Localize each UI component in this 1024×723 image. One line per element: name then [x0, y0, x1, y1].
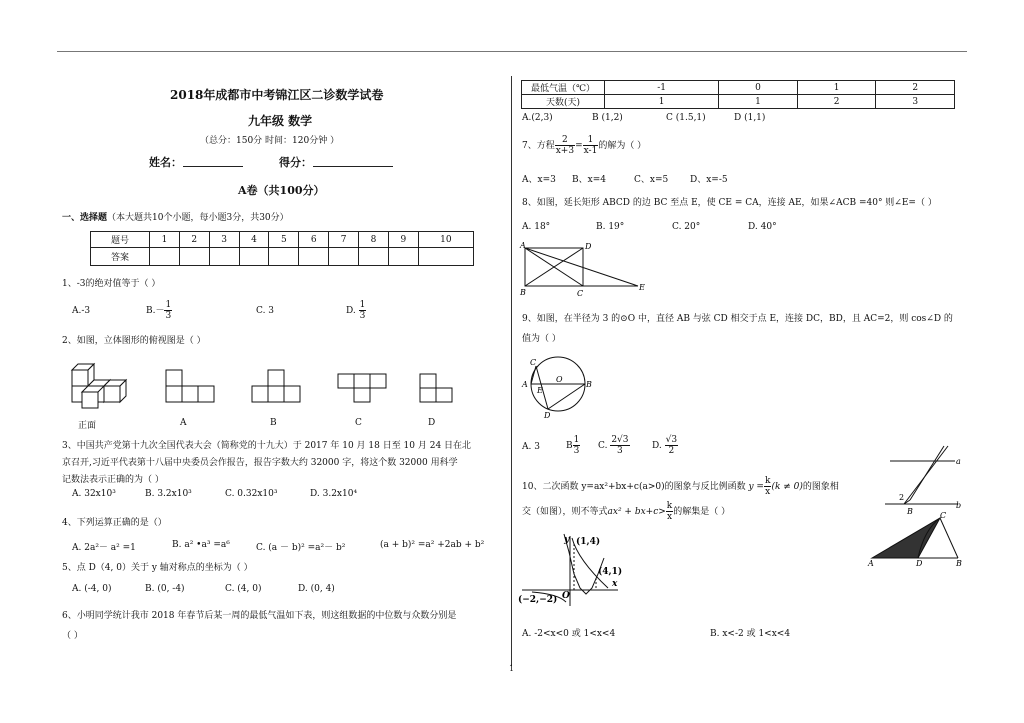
- section1-note: （本大题共10个小题，每小题3分，共30分）: [107, 213, 289, 223]
- q-number: 10: [418, 232, 473, 248]
- q2-figures: [60, 352, 510, 418]
- q-number: 2: [179, 232, 209, 248]
- answer-cell[interactable]: [209, 248, 239, 266]
- option-c-view: [338, 374, 386, 402]
- point-label: B: [520, 288, 526, 297]
- temp-cell: 0: [719, 81, 798, 95]
- line-label: b: [956, 501, 962, 510]
- answer-cell[interactable]: [329, 248, 359, 266]
- axis-label: x: [612, 579, 618, 589]
- q-number: 1: [150, 232, 180, 248]
- q-number: 8: [359, 232, 389, 248]
- numerator: 2: [555, 135, 575, 146]
- temp-cell: -1: [605, 81, 719, 95]
- temp-cell: 1: [797, 81, 876, 95]
- q7-fraction-2: [583, 135, 599, 156]
- q4-option-b: B. a² •a³ =a⁶: [172, 540, 230, 550]
- q10-y-equals: y =: [748, 482, 764, 492]
- temp-row-label: 最低气温（℃）: [522, 81, 605, 95]
- numerator: k: [764, 476, 771, 486]
- q8-option-b: B. 19°: [596, 222, 625, 232]
- exam-title: 2018年成都市中考锦江区二诊数学试卷: [170, 88, 384, 102]
- angle-label: 2: [899, 493, 905, 502]
- q-number: 9: [388, 232, 418, 248]
- denominator: x: [765, 487, 771, 497]
- q6-option-c: C (1.5,1): [666, 113, 706, 123]
- point-label: C: [577, 289, 584, 298]
- q6-option-b: B (1,2): [592, 113, 623, 123]
- answer-cell[interactable]: [150, 248, 180, 266]
- days-cell: 1: [719, 95, 798, 109]
- denominator: x+3: [555, 146, 575, 156]
- q2-label-b: B: [270, 418, 277, 428]
- shaded-triangle-figure: [866, 510, 966, 566]
- q3-option-a: A. 32x10³: [72, 489, 116, 499]
- q5-option-b: B. (0, -4): [145, 584, 185, 594]
- q6-line1: 6、小明同学统计我市 2018 年春节后某一周的最低气温如下表，则这组数据的中位数与众数分别是: [62, 611, 457, 621]
- q2-label-a: A: [180, 418, 187, 428]
- denominator: x: [666, 512, 673, 522]
- q10-line2: [522, 501, 730, 522]
- q6-option-d: D (1,1): [734, 113, 766, 123]
- q5-option-a: A. (-4, 0): [72, 584, 112, 594]
- denominator: 3: [165, 311, 172, 321]
- numerator: 1: [359, 300, 366, 310]
- q3-option-d: D. 3.2x10⁴: [310, 489, 358, 499]
- name-label: 姓名：: [149, 156, 182, 169]
- line-label: a: [956, 457, 961, 466]
- answer-cell[interactable]: [179, 248, 209, 266]
- q7-option-a: A、x=3: [522, 175, 556, 185]
- q10-line1-prefix: 10、二次函数 y=ax²+bx+c(a>0)的图象与反比例函数: [522, 482, 746, 492]
- q-number: 3: [209, 232, 239, 248]
- numerator: 1: [165, 300, 172, 310]
- point-label: C: [530, 358, 537, 367]
- q1-option-d: [346, 300, 366, 321]
- q-number: 5: [269, 232, 299, 248]
- q9-b-prefix: B: [566, 441, 573, 451]
- score-label: 得分：: [279, 156, 312, 169]
- q10-option-a: A. -2<x<0 或 1<x<4: [522, 629, 616, 639]
- answer-cell[interactable]: [418, 248, 473, 266]
- q2-label-d: D: [428, 418, 436, 428]
- point-label: A: [520, 241, 526, 250]
- denominator: x-1: [583, 146, 598, 156]
- point-label: D: [916, 559, 923, 568]
- q6-option-a: A.(2,3): [522, 113, 553, 123]
- q2-label-c: C: [355, 418, 362, 428]
- column-separator: [511, 76, 512, 666]
- numerator: 2√3: [611, 435, 629, 445]
- page-number: 1: [509, 664, 515, 673]
- q7-prefix: 7、方程: [522, 141, 555, 151]
- q7-option-c: C、x=5: [634, 175, 669, 185]
- denominator: 3: [359, 311, 366, 321]
- denominator: 2: [668, 446, 675, 456]
- days-row-label: 天数(天): [522, 95, 605, 109]
- point-label: (1,4): [576, 537, 601, 547]
- answer-cell[interactable]: [269, 248, 299, 266]
- q10-line2-suffix: 的解集是（ ）: [673, 507, 731, 517]
- q8-stem: 8、如图，延长矩形 ABCD 的边 BC 至点 E，使 CE = CA，连接 AE，如果∠ACB =40° 则∠E=（ ）: [522, 198, 937, 208]
- q7-option-b: B、x=4: [572, 175, 606, 185]
- q6-line2: （ ）: [62, 631, 83, 641]
- answer-row-label: 答案: [91, 248, 150, 266]
- q1-b-prefix: B.－: [146, 306, 165, 316]
- q3-line2: 京召开,习近平代表第十八届中央委员会作报告，报告字数大约 32000 字，将这个数 32000 用科学: [62, 458, 458, 468]
- q7-stem: [522, 135, 646, 156]
- q9-d-fraction: [665, 435, 678, 456]
- exam-meta: （总分：150分 时间：120分钟 ）: [200, 136, 340, 146]
- q4-option-d: (a + b)² =a² +2ab + b²: [380, 540, 485, 550]
- q10-condition: (k ≠ 0): [771, 482, 803, 492]
- q10-graph: [518, 530, 628, 610]
- q5-option-d: D. (0, 4): [298, 584, 335, 594]
- q9-d-prefix: D.: [652, 441, 662, 451]
- q5-option-c: C. (4, 0): [225, 584, 262, 594]
- q7-option-d: D、x=-5: [690, 175, 728, 185]
- q3-option-c: C. 0.32x10³: [225, 489, 278, 499]
- q9-c-prefix: C.: [598, 441, 608, 451]
- q8-option-d: D. 40°: [748, 222, 777, 232]
- q9-line1: 9、如图，在半径为 3 的⊙O 中，直径 AB 与弦 CD 相交于点 E，连接 DC，BD，且 AC=2，则 cos∠D 的: [522, 314, 953, 324]
- point-label: E: [537, 386, 543, 395]
- answer-cell[interactable]: [359, 248, 389, 266]
- q1-stem: 1、-3的绝对值等于（ ）: [62, 279, 161, 289]
- q9-option-a: A. 3: [522, 442, 540, 452]
- q9-option-b: [566, 435, 580, 456]
- option-d-view: [420, 374, 452, 402]
- q10-line2-prefix: 交（如图），则不等式: [522, 507, 608, 517]
- days-cell: 1: [605, 95, 719, 109]
- q-number: 4: [239, 232, 269, 248]
- point-label: B: [956, 559, 962, 568]
- numerator: 1: [583, 135, 599, 146]
- score-blank[interactable]: [313, 166, 393, 167]
- q8-rectangle-figure: [520, 240, 660, 300]
- q-number: 7: [329, 232, 359, 248]
- answer-cell[interactable]: [239, 248, 269, 266]
- q9-b-fraction: [573, 435, 581, 456]
- q1-d-fraction: [359, 300, 367, 321]
- option-b-view: [252, 370, 300, 402]
- q1-option-b: [146, 300, 172, 321]
- solid-figure: [72, 364, 126, 408]
- q9-option-d: [652, 435, 678, 456]
- denominator: 3: [617, 446, 623, 456]
- section1-label: 一、选择题: [62, 213, 108, 223]
- numerator: √3: [665, 435, 678, 445]
- q10-option-b: B. x<-2 或 1<x<4: [710, 629, 791, 639]
- section-a-title: A卷（共100分）: [238, 184, 325, 197]
- q1-option-c: C. 3: [256, 306, 275, 316]
- point-label: A: [868, 559, 874, 568]
- equals-sign: =: [575, 141, 583, 151]
- point-label: B: [586, 380, 592, 389]
- q3-line1: 3、中国共产党第十九次全国代表大会（简称党的十九大）于 2017 年 10 月 18 日至 10 月 24 日在北: [62, 441, 472, 451]
- q10-inequality: ax² + bx+c>: [607, 507, 666, 517]
- denominator: 3: [573, 446, 580, 456]
- origin-label: O: [562, 591, 570, 601]
- point-label: O: [556, 375, 563, 384]
- q2-label-front: 正面: [78, 421, 97, 431]
- days-cell: 3: [876, 95, 955, 109]
- q10-line1: [522, 476, 839, 497]
- parallel-lines-figure: [880, 440, 960, 520]
- q1-b-fraction: [164, 300, 172, 321]
- q5-stem: 5、点 D（4, 0）关于 y 轴对称点的坐标为（ ）: [62, 563, 253, 573]
- option-a-view: [166, 370, 214, 402]
- q4-option-c: C. (a － b)² =a²－ b²: [256, 543, 346, 553]
- q-number: 6: [299, 232, 329, 248]
- q4-option-a: A. 2a²－ a² =1: [72, 543, 136, 553]
- q10-line1-suffix: 的图象相: [802, 482, 839, 492]
- q3-option-b: B. 3.2x10³: [145, 489, 192, 499]
- numerator: 1: [573, 435, 580, 445]
- point-label: (4,1): [598, 567, 623, 577]
- point-label: D: [585, 242, 592, 251]
- point-label: (−2,−2): [518, 595, 558, 605]
- point-label: E: [639, 283, 645, 292]
- section1-heading: [62, 210, 289, 223]
- q3-line3: 记数法表示正确的为（ ）: [62, 475, 164, 485]
- q7-suffix: 的解为（ ）: [598, 141, 647, 151]
- temperature-table: [521, 80, 955, 109]
- q2-stem: 2、如图，立体图形的俯视图是（ ）: [62, 336, 206, 346]
- q9-line2: 值为（ ）: [522, 334, 561, 344]
- axis-label: y: [564, 535, 570, 545]
- q4-stem: 4、下列运算正确的是（）: [62, 518, 167, 528]
- temp-cell: 2: [876, 81, 955, 95]
- days-cell: 2: [797, 95, 876, 109]
- numerator: k: [666, 501, 673, 511]
- point-label: B: [907, 507, 913, 516]
- point-label: A: [522, 380, 528, 389]
- q9-c-fraction: [610, 435, 629, 456]
- point-label: D: [544, 411, 551, 420]
- q9-option-c: [598, 435, 630, 456]
- answer-cell[interactable]: [299, 248, 329, 266]
- answer-table: [90, 231, 474, 266]
- point-label: C: [940, 511, 947, 520]
- q9-circle-figure: [518, 352, 592, 420]
- q7-fraction-1: [555, 135, 575, 156]
- q8-option-a: A. 18°: [522, 222, 551, 232]
- answer-cell[interactable]: [388, 248, 418, 266]
- q1-d-prefix: D.: [346, 306, 356, 316]
- name-blank[interactable]: [183, 166, 243, 167]
- q8-option-c: C. 20°: [672, 222, 701, 232]
- q1-option-a: A.-3: [72, 306, 91, 316]
- exam-subtitle: 九年级 数学: [248, 114, 313, 128]
- answer-table-header: 题号: [91, 232, 150, 248]
